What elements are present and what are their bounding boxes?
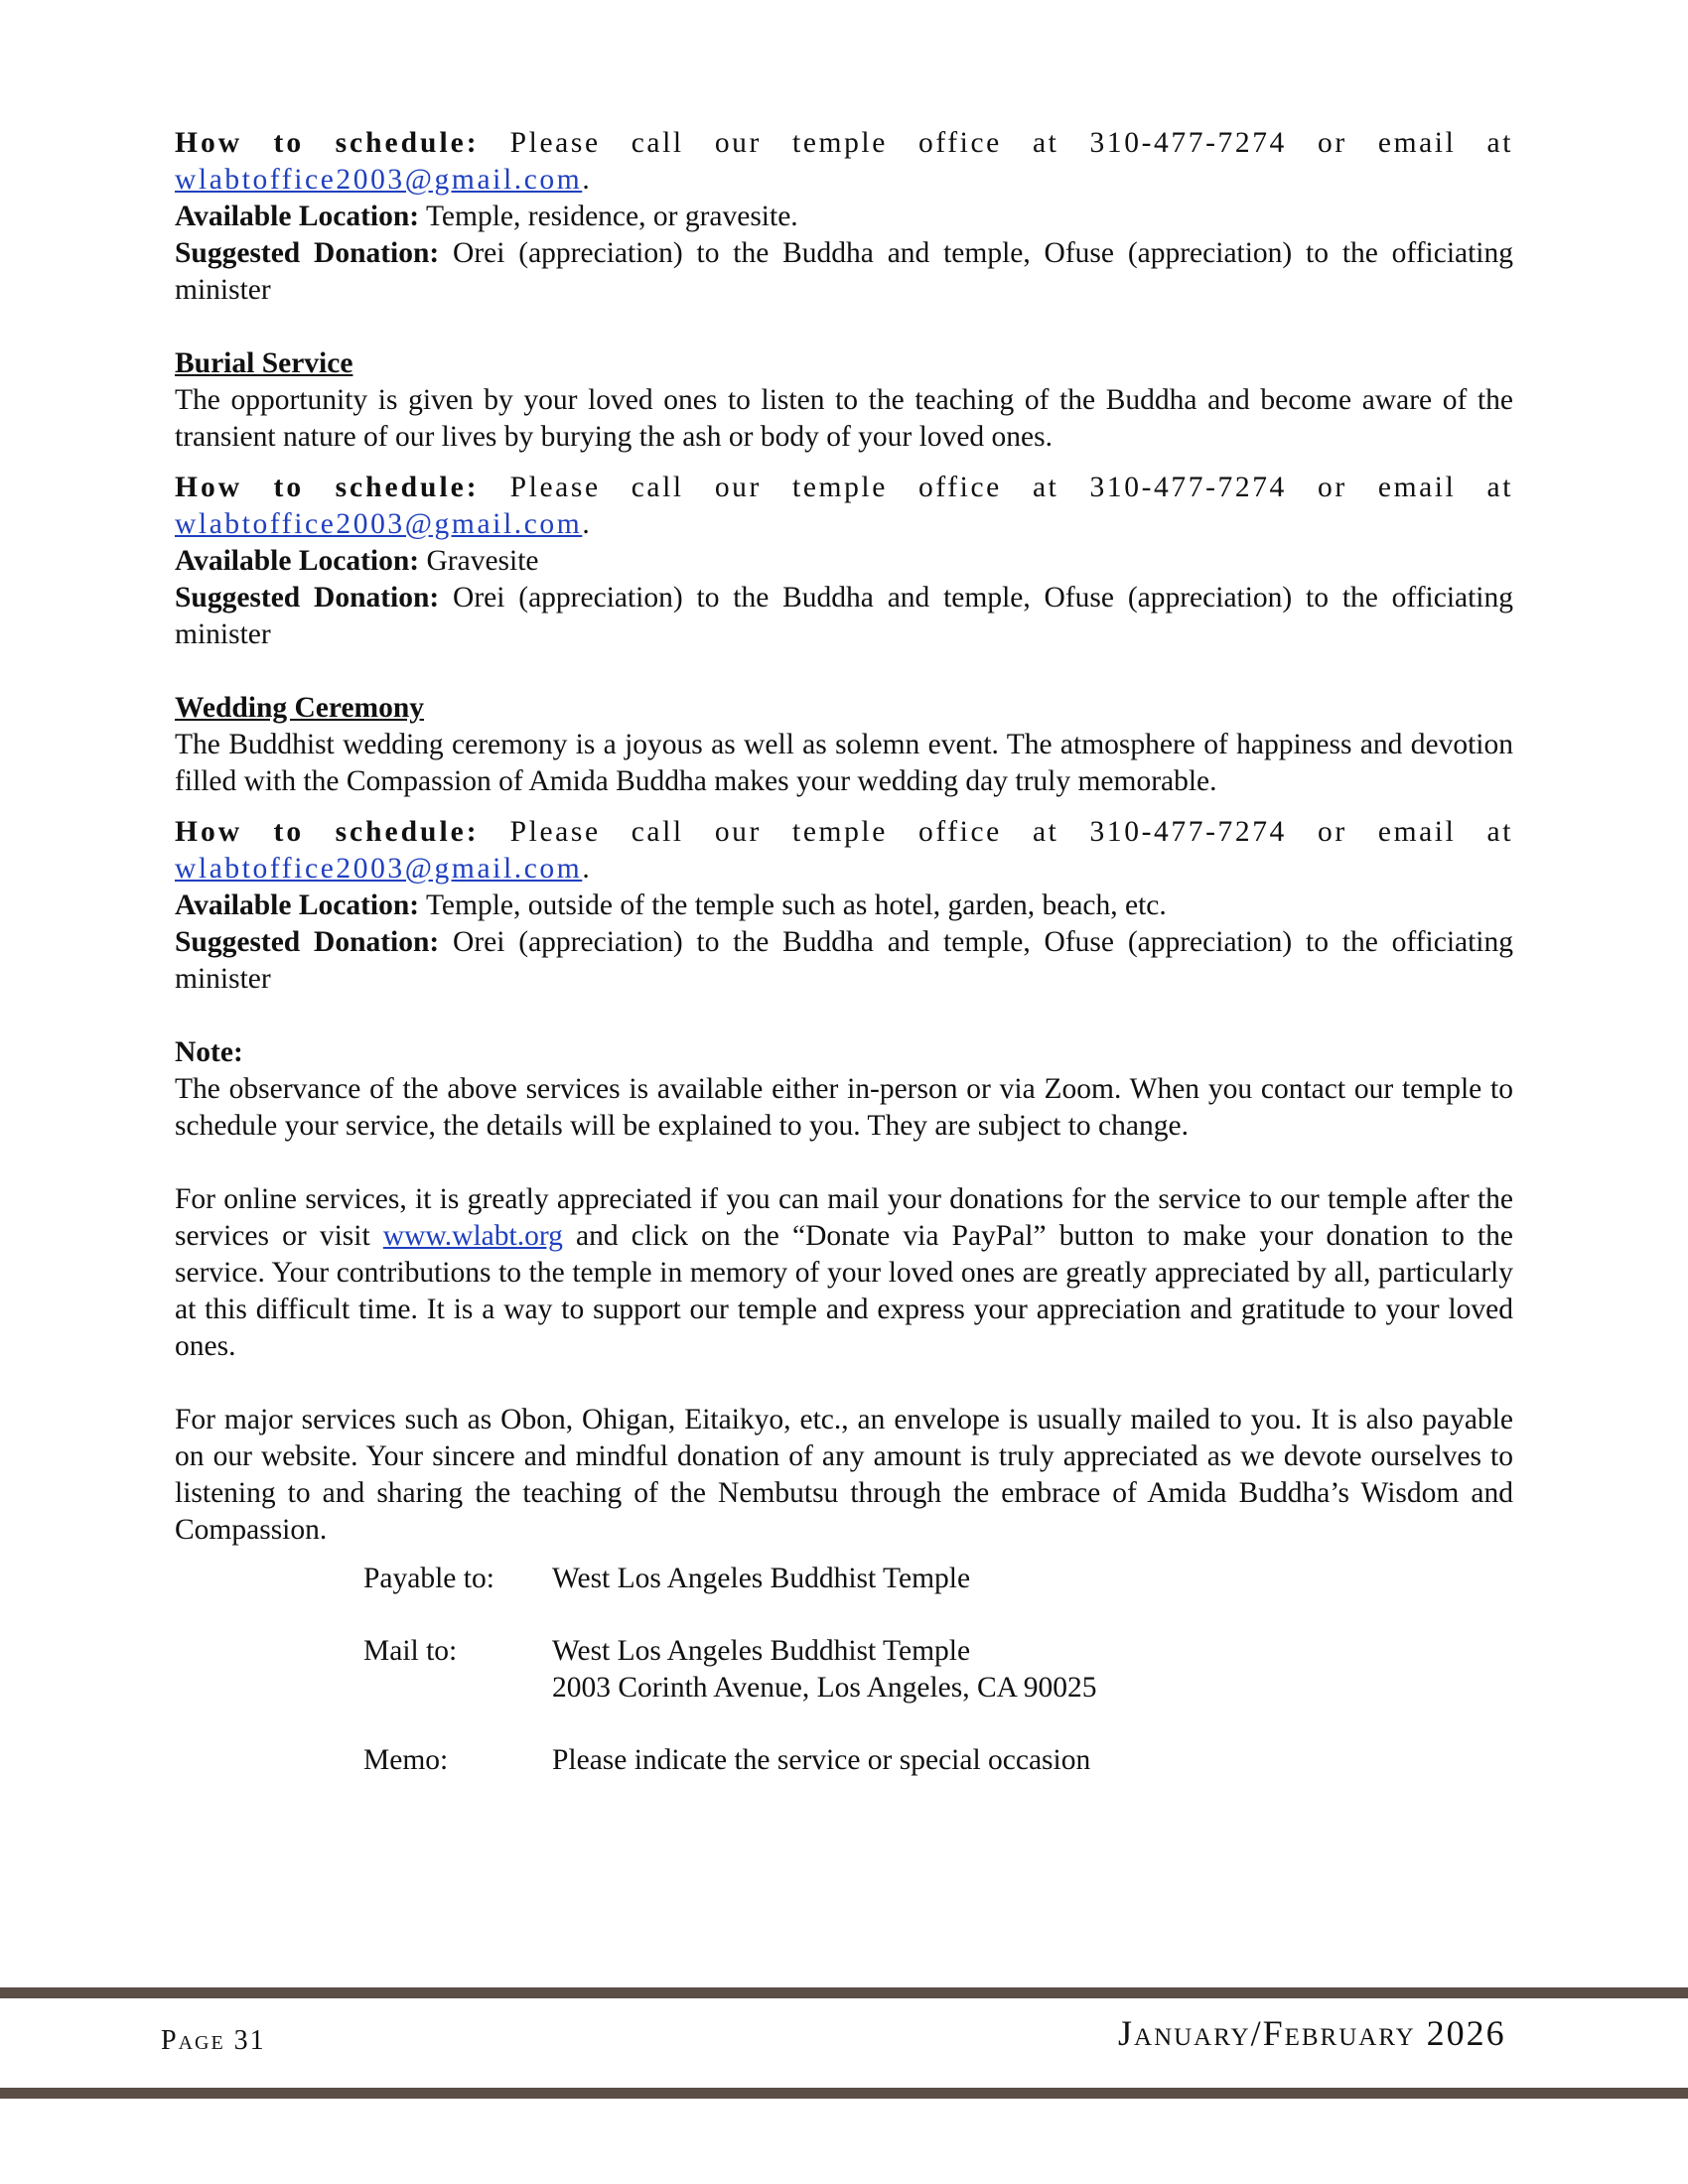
note-paragraph-3: For major services such as Obon, Ohigan, Eitaikyo, etc., an envelope is usually mailed to you. It is also payable on our website. Your sincere and mindful donation of any amount is truly appreciated as we devote ourselves to listening to and sharing the teaching of the Nembutsu through the embrace of Amida Buddha’s Wisdom and Compassion.	[175, 1404, 1513, 1546]
payable-row: Payable to: West Los Angeles Buddhist Temple	[363, 1563, 971, 1594]
website-link[interactable]: www.wlabt.org	[382, 1220, 563, 1252]
wedding-ceremony-description: The Buddhist wedding ceremony is a joyous as well as solemn event. The atmosphere of happiness and devotion filled with the Compassion of Amida Buddha makes your wedding day truly memorable.	[175, 729, 1513, 797]
donation-line: Suggested Donation: Orei (appreciation) to the Buddha and temple, Ofuse (appreciation) to the officiating minister	[175, 237, 1513, 306]
location-line: Available Location: Temple, outside of the temple such as hotel, garden, beach, etc.	[175, 889, 1167, 921]
mail-row: Mail to: West Los Angeles Buddhist Temple 2003 Corinth Avenue, Los Angeles, CA 90025	[363, 1635, 1097, 1704]
footer-rule-top	[0, 1987, 1688, 1998]
issue-date: January/February 2026	[1118, 2013, 1506, 2053]
payment-details	[363, 1561, 1096, 1815]
schedule-line: How to schedule: Please call our temple office at 310-477-7274 or email at wlabtoffice2003@gmail.com.	[175, 127, 1513, 196]
location-line: Available Location: Temple, residence, or gravesite.	[175, 201, 798, 232]
schedule-line: How to schedule: Please call our temple office at 310-477-7274 or email at wlabtoffice2003@gmail.com.	[175, 816, 1513, 885]
memo-row: Memo: Please indicate the service or special occasion	[363, 1744, 1091, 1776]
note-paragraph-1: The observance of the above services is available either in-person or via Zoom. When you contact our temple to schedule your service, the details will be explained to you. They are subject to change.	[175, 1073, 1513, 1142]
email-link[interactable]: wlabtoffice2003@gmail.com	[175, 508, 583, 540]
schedule-label: How to schedule:	[175, 127, 480, 159]
donation-line: Suggested Donation: Orei (appreciation) to the Buddha and temple, Ofuse (appreciation) to the officiating minister	[175, 926, 1513, 995]
donation-line: Suggested Donation: Orei (appreciation) to the Buddha and temple, Ofuse (appreciation) to the officiating minister	[175, 582, 1513, 650]
burial-service-description: The opportunity is given by your loved ones to listen to the teaching of the Buddha and become aware of the transient nature of our lives by burying the ash or body of your loved ones.	[175, 384, 1513, 453]
note-heading: Note:	[175, 1036, 243, 1068]
note-paragraph-2: For online services, it is greatly appreciated if you can mail your donations for the service to our temple after the services or visit www.wlabt.org and click on the “Donate via PayPal” button to make your donation to the service. Your contributions to the temple in memory of your loved ones are greatly appreciated by all, particularly at this difficult time. It is a way to support our temple and express your appreciation and gratitude to your loved ones.	[175, 1183, 1514, 1362]
page-number: Page 31	[161, 2025, 266, 2056]
email-link[interactable]: wlabtoffice2003@gmail.com	[175, 853, 583, 885]
schedule-text: Please call our temple office at 310-477-7274 or email at	[479, 127, 1513, 159]
wedding-ceremony-heading: Wedding Ceremony	[175, 692, 425, 724]
email-link[interactable]: wlabtoffice2003@gmail.com	[175, 164, 583, 196]
schedule-line: How to schedule: Please call our temple office at 310-477-7274 or email at wlabtoffice2003@gmail.com.	[175, 472, 1513, 540]
page-content	[175, 125, 1513, 1815]
location-line: Available Location: Gravesite	[175, 545, 539, 577]
burial-service-heading: Burial Service	[175, 347, 353, 379]
footer-rule-bottom	[0, 2088, 1688, 2099]
